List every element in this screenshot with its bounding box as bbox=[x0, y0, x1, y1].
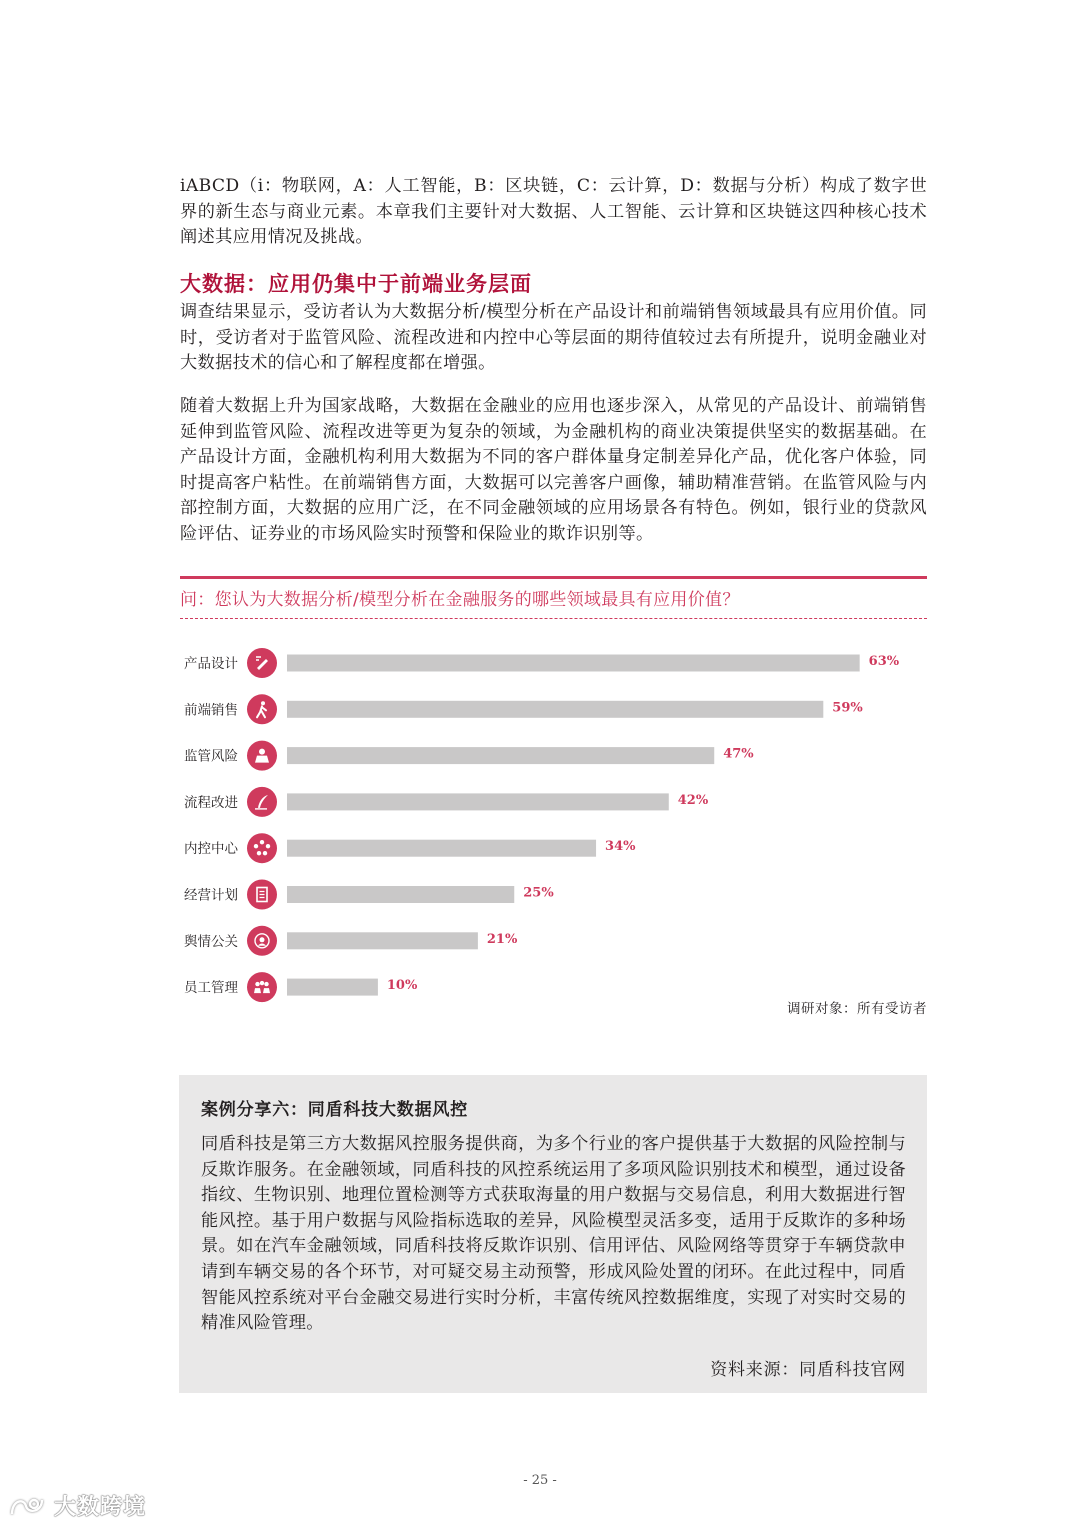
bar bbox=[287, 747, 714, 764]
bar bbox=[287, 886, 514, 903]
bar bbox=[287, 655, 860, 672]
watermark-text: 大数跨境 bbox=[54, 1495, 147, 1520]
category-label: 内控中心 bbox=[184, 841, 238, 858]
body-paragraph-1: 调查结果显示，受访者认为大数据分析/模型分析在产品设计和前端销售领域最具有应用价值。同时，受访者对于监管风险、流程改进和内控中心等层面的期待值较过去有所提升，说明金融业对大数据技术的信心和了解程度都在增强。 bbox=[180, 302, 927, 374]
walker-icon bbox=[247, 694, 277, 724]
category-label: 舆情公关 bbox=[184, 933, 238, 950]
category-label: 产品设计 bbox=[184, 656, 238, 672]
bar bbox=[287, 793, 669, 810]
category-label: 监管风险 bbox=[184, 748, 238, 765]
chart-title: 问：您认为大数据分析/模型分析在金融服务的哪些领域最具有应用价值？ bbox=[180, 590, 740, 610]
data-label: 25% bbox=[523, 885, 554, 901]
bar bbox=[287, 979, 378, 996]
chart-note: 调研对象：所有受访者 bbox=[787, 1001, 927, 1017]
pen-icon bbox=[247, 648, 277, 678]
data-label: 63% bbox=[868, 654, 900, 669]
case-study-body: 同盾科技是第三方大数据风控服务提供商，为多个行业的客户提供基于大数据的风险控制与反欺诈服务。在金融领域，同盾科技的风控系统运用了多项风险识别技术和模型，通过设备指纹、生物识别、地理位置检测等方式获取海量的用户数据与交易信息，利用大数据进行智能风控。基于用户数据与风险指标选取的差异，风险模型灵活多变，适用于反欺诈的多种场景。如在汽车金融领域，同盾科技将反欺诈识别、信用评估、风险网络等贯穿于车辆贷款申请到车辆交易的各个环节，对可疑交易主动预警，形成风险处置的闭环。在此过程中，同盾智能风控系统对平台金融交易进行实时分析，丰富传统风控数据维度，实现了对实时交易的精准风险管理。 bbox=[201, 1134, 906, 1334]
intro-paragraph: iABCD（i：物联网，A：人工智能，B：区块链，C：云计算，D：数据与分析）构成了数字世界的新生态与商业元素。本章我们主要针对大数据、人工智能、云计算和区块链这四种核心技术阐述其应用情况及挑战。 bbox=[180, 176, 927, 248]
data-label: 10% bbox=[386, 978, 418, 994]
bar bbox=[287, 932, 478, 949]
body-paragraph-2: 随着大数据上升为国家战略，大数据在金融业的应用也逐步深入，从常见的产品设计、前端销售延伸到监管风险、流程改进等更为复杂的领域，为金融机构的商业决策提供坚实的数据基础。在产品设计方面，金融机构利用大数据为不同的客户群体量身定制差异化产品，优化客户体验，同时提高客户粘性。在前端销售方面，大数据可以完善客户画像，辅助精准营销。在监管风险与内部控制方面，大数据的应用广泛，在不同金融领域的应用场景各有特色。例如，银行业的贷款风险评估、证券业的市场风险实时预警和保险业的欺诈识别等。 bbox=[180, 396, 927, 544]
bar bbox=[287, 840, 596, 857]
watermark bbox=[8, 1490, 146, 1521]
case-study-box bbox=[179, 1075, 927, 1393]
data-label: 21% bbox=[486, 931, 518, 947]
page-number: - 25 - bbox=[523, 1473, 557, 1488]
category-label: 前端销售 bbox=[184, 702, 238, 719]
category-label: 流程改进 bbox=[184, 794, 238, 811]
watermark-logo-icon bbox=[8, 1492, 48, 1520]
case-study-source: 资料来源：同盾科技官网 bbox=[710, 1360, 906, 1380]
group-icon bbox=[247, 972, 277, 1002]
team-icon bbox=[247, 833, 277, 863]
category-label: 经营计划 bbox=[184, 887, 238, 904]
data-label: 42% bbox=[677, 792, 709, 808]
case-study-title: 案例分享六：同盾科技大数据风控 bbox=[201, 1100, 468, 1120]
category-label: 员工管理 bbox=[184, 980, 238, 997]
people-circle-icon bbox=[247, 926, 277, 956]
judge-icon bbox=[247, 741, 277, 771]
document-icon bbox=[247, 880, 277, 910]
data-label: 34% bbox=[605, 839, 636, 855]
section-heading: 大数据：应用仍集中于前端业务层面 bbox=[180, 271, 532, 296]
bar bbox=[287, 701, 823, 718]
data-label: 59% bbox=[832, 700, 863, 716]
quill-icon bbox=[247, 787, 277, 817]
data-label: 47% bbox=[723, 746, 754, 762]
